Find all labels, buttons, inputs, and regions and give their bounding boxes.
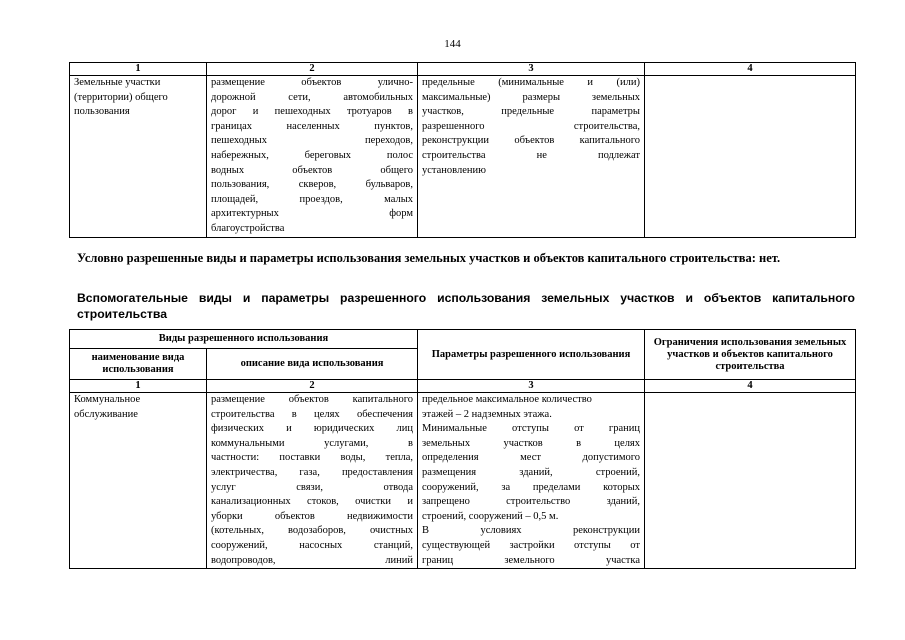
cell-line: (территории) общего: [74, 91, 168, 103]
page-number: 144: [444, 38, 461, 50]
column-number-2: 2: [207, 63, 418, 76]
cell-line: размещение объектов улично-: [211, 77, 413, 88]
restrictions-header: Ограничения использования земельных участков и объектов капитального строительства: [645, 330, 856, 380]
cell-line: частности: поставки воды, тепла,: [211, 452, 414, 464]
auxiliary-uses-table: [69, 329, 856, 569]
cell-line: (котельных, водозаборов, очистных: [211, 525, 414, 537]
cell-line: электричества, газа, предоставления: [211, 466, 414, 478]
cell-line: пользования: [74, 106, 130, 118]
cell-line: границах населенных пунктов,: [211, 120, 413, 132]
column-number-4: 4: [645, 380, 856, 393]
cell-line: установлению: [422, 164, 486, 176]
column-number-1: 1: [70, 380, 207, 393]
column-number-3: 3: [418, 63, 645, 76]
column-number-3: 3: [418, 380, 645, 393]
cell-line: благоустройства: [211, 222, 285, 234]
cell-line: физических и юридических лиц: [211, 423, 414, 435]
land-use-table-continued: [69, 62, 856, 238]
cell-line: определения мест допустимого: [422, 452, 641, 464]
cell-line: сооружений, насосных станций,: [211, 539, 414, 551]
cell-line: размещения зданий, строений,: [422, 466, 641, 478]
use-type-name-cell: [70, 393, 207, 569]
table-row: [70, 393, 856, 569]
conditional-uses-heading: Условно разрешенные виды и параметры использования земельных участков и объектов капитального строительства: нет.: [77, 251, 781, 265]
cell-line: коммунальными услугами, в: [211, 437, 414, 449]
restrictions-cell: [645, 76, 856, 238]
cell-line: сооружений, за пределами которых: [422, 481, 641, 493]
cell-line: архитектурных форм: [211, 208, 413, 220]
cell-line: услуг связи, отвода: [211, 481, 414, 493]
cell-line: Коммунальное: [74, 394, 141, 405]
cell-line: участков, предельные параметры: [422, 106, 640, 118]
use-type-name-cell: [70, 76, 207, 238]
cell-line: границ земельного участка: [422, 554, 641, 566]
cell-line: размещение объектов капитального: [211, 394, 414, 405]
restrictions-cell: [645, 393, 856, 569]
cell-line: пользования, скверов, бульваров,: [211, 179, 413, 191]
auxiliary-uses-heading: Вспомогательные виды и параметры разрешенного использования земельных участков и объектов капитального строительства: [77, 291, 855, 321]
cell-line: реконструкции объектов капитального: [422, 135, 640, 147]
column-number-2: 2: [207, 380, 418, 393]
parameters-header: Параметры разрешенного использования: [418, 330, 645, 380]
cell-line: существующей застройки отступы от: [422, 539, 641, 551]
use-description-subheader: описание вида использования: [207, 349, 418, 380]
use-name-subheader: наименование вида использования: [70, 349, 207, 380]
use-type-description-cell: [207, 76, 418, 238]
use-type-description-cell: [207, 393, 418, 569]
permitted-use-types-header: Виды разрешенного использования: [70, 330, 418, 349]
cell-line: дорог и пешеходных тротуаров в: [211, 106, 413, 118]
cell-line: этажей – 2 надземных этажа.: [422, 408, 552, 420]
cell-line: максимальные) размеры земельных: [422, 91, 640, 103]
column-number-4: 4: [645, 63, 856, 76]
cell-line: разрешенного строительства,: [422, 120, 640, 132]
cell-line: предельное максимальное количество: [422, 394, 592, 405]
cell-line: предельные (минимальные и (или): [422, 77, 640, 88]
cell-line: строительства в целях обеспечения: [211, 408, 414, 420]
cell-line: водных объектов общего: [211, 164, 413, 176]
cell-line: набережных, береговых полос: [211, 149, 413, 161]
cell-line: обслуживание: [74, 408, 138, 420]
cell-line: земельных участков в целях: [422, 437, 641, 449]
cell-line: запрещено строительство зданий,: [422, 496, 641, 508]
header-row: [70, 330, 856, 349]
cell-line: пешеходных переходов,: [211, 135, 413, 147]
parameters-cell: [418, 76, 645, 238]
table-row: [70, 76, 856, 238]
cell-line: В условиях реконструкции: [422, 525, 641, 537]
cell-line: площадей, проездов, малых: [211, 193, 413, 205]
column-number-row: [70, 380, 856, 393]
cell-line: уборки объектов недвижимости: [211, 510, 414, 522]
cell-line: Минимальные отступы от границ: [422, 423, 641, 435]
cell-line: канализационных стоков, очистки и: [211, 496, 414, 508]
column-number-1: 1: [70, 63, 207, 76]
cell-line: дорожной сети, автомобильных: [211, 91, 413, 103]
parameters-cell: [418, 393, 645, 569]
cell-line: строительства не подлежат: [422, 149, 640, 161]
cell-line: строений, сооружений – 0,5 м.: [422, 510, 559, 522]
cell-line: водопроводов, линий: [211, 554, 414, 566]
cell-line: Земельные участки: [74, 77, 161, 88]
column-number-row: [70, 63, 856, 76]
